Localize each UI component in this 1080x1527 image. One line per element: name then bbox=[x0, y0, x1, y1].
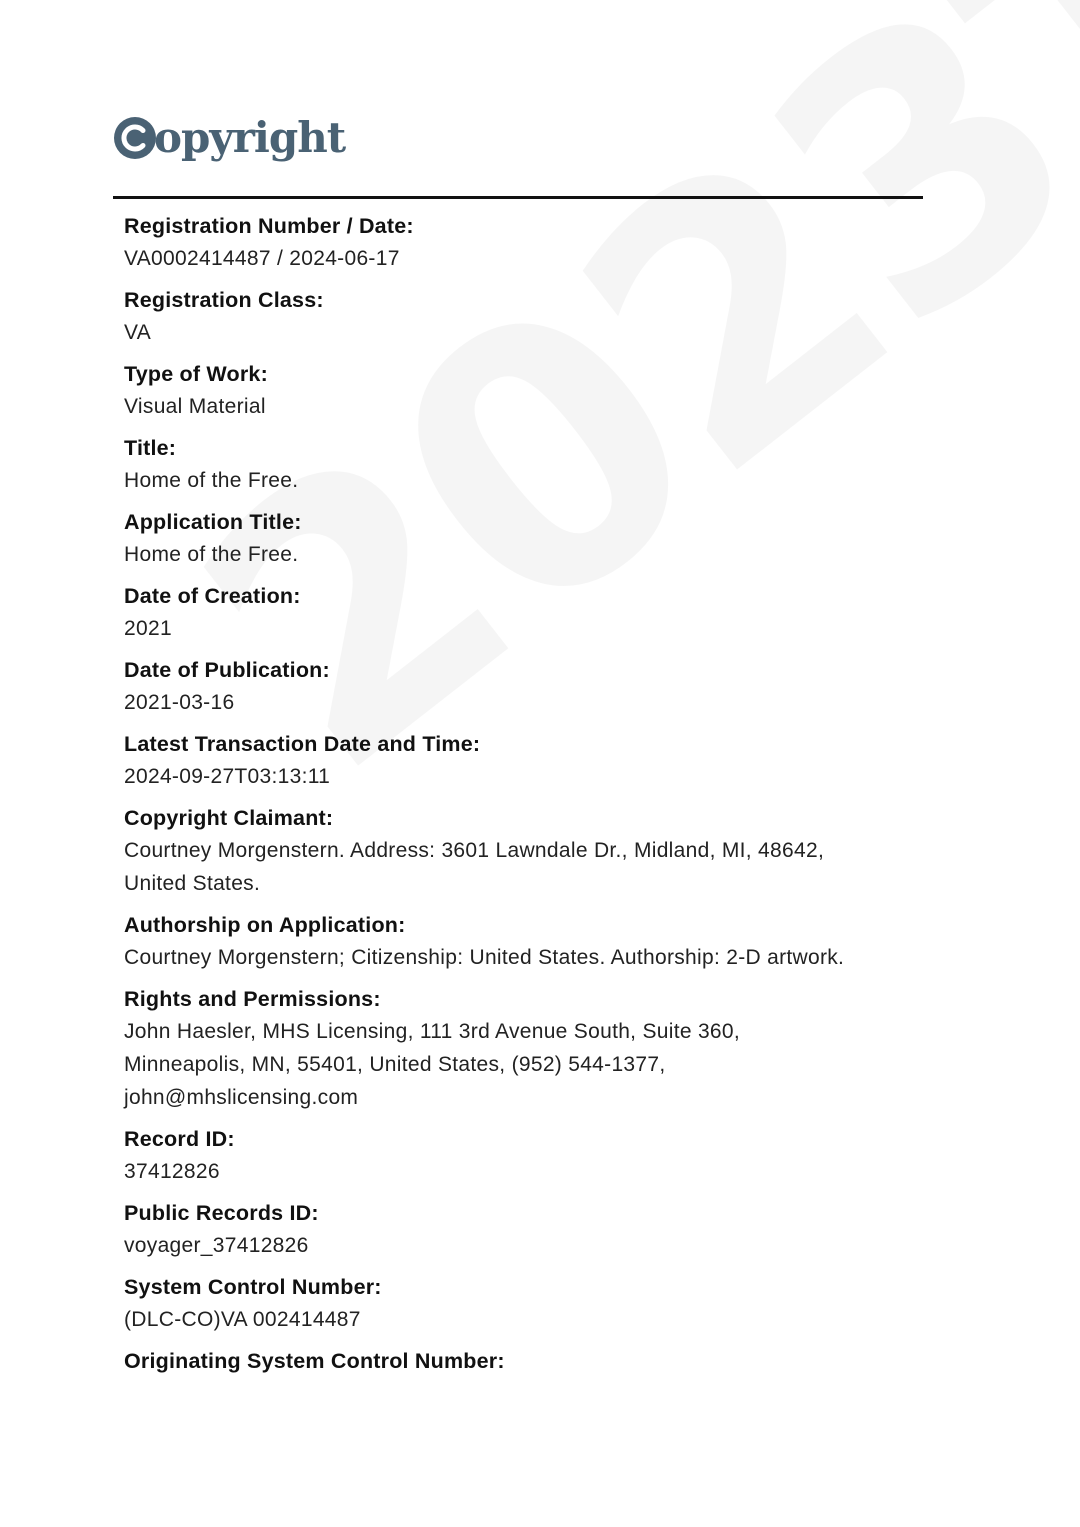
field-label: Registration Number / Date: bbox=[124, 214, 414, 238]
field-value: Visual Material bbox=[124, 395, 266, 418]
field-title bbox=[124, 432, 924, 497]
field-label: Copyright Claimant: bbox=[124, 806, 334, 830]
field-value: VA bbox=[124, 321, 152, 344]
field-copyright-claimant bbox=[124, 802, 924, 900]
field-label: Title: bbox=[124, 436, 177, 460]
field-label: Application Title: bbox=[124, 510, 302, 534]
field-label: Public Records ID: bbox=[124, 1201, 319, 1225]
field-label: System Control Number: bbox=[124, 1275, 382, 1299]
copyright-logo bbox=[112, 112, 345, 164]
field-value: (DLC-CO)VA 002414487 bbox=[124, 1308, 361, 1331]
field-record-id bbox=[124, 1123, 924, 1188]
field-date-of-publication bbox=[124, 654, 924, 719]
field-originating-control-number bbox=[124, 1345, 924, 1377]
field-label: Originating System Control Number: bbox=[124, 1349, 505, 1373]
field-date-of-creation bbox=[124, 580, 924, 645]
field-label: Record ID: bbox=[124, 1127, 235, 1151]
field-value: Courtney Morgenstern; Citizenship: United States. Authorship: 2-D artwork. bbox=[124, 946, 845, 969]
field-label: Registration Class: bbox=[124, 288, 324, 312]
field-value-line: john@mhslicensing.com bbox=[124, 1086, 359, 1109]
field-type-of-work bbox=[124, 358, 924, 423]
field-authorship bbox=[124, 909, 924, 974]
field-label: Date of Publication: bbox=[124, 658, 330, 682]
logo-text: opyright bbox=[154, 113, 346, 162]
field-label: Authorship on Application: bbox=[124, 913, 406, 937]
field-registration-class bbox=[124, 284, 924, 349]
field-value-line: United States. bbox=[124, 872, 261, 895]
field-latest-transaction bbox=[124, 728, 924, 793]
record-fields bbox=[124, 210, 924, 1386]
field-value: 2021 bbox=[124, 617, 172, 640]
field-value: Home of the Free. bbox=[124, 469, 299, 492]
field-registration-number bbox=[124, 210, 924, 275]
field-value: voyager_37412826 bbox=[124, 1234, 309, 1257]
field-label: Type of Work: bbox=[124, 362, 268, 386]
field-public-records-id bbox=[124, 1197, 924, 1262]
field-label: Rights and Permissions: bbox=[124, 987, 381, 1011]
field-label: Date of Creation: bbox=[124, 584, 301, 608]
field-rights-permissions bbox=[124, 983, 924, 1114]
field-label: Latest Transaction Date and Time: bbox=[124, 732, 481, 756]
header-divider bbox=[113, 196, 923, 199]
field-value-line: Minneapolis, MN, 55401, United States, (952) 544-1377, bbox=[124, 1053, 666, 1076]
field-value: 2021-03-16 bbox=[124, 691, 235, 714]
field-value: 2024-09-27T03:13:11 bbox=[124, 765, 331, 788]
field-value: Home of the Free. bbox=[124, 543, 299, 566]
field-value-line: Courtney Morgenstern. Address: 3601 Lawndale Dr., Midland, MI, 48642, bbox=[124, 839, 825, 862]
field-value-line: John Haesler, MHS Licensing, 111 3rd Avenue South, Suite 360, bbox=[124, 1020, 741, 1043]
field-value: 37412826 bbox=[124, 1160, 220, 1183]
field-value: VA0002414487 / 2024-06-17 bbox=[124, 247, 400, 270]
field-application-title bbox=[124, 506, 924, 571]
copyright-c-icon bbox=[112, 115, 158, 161]
field-system-control-number bbox=[124, 1271, 924, 1336]
